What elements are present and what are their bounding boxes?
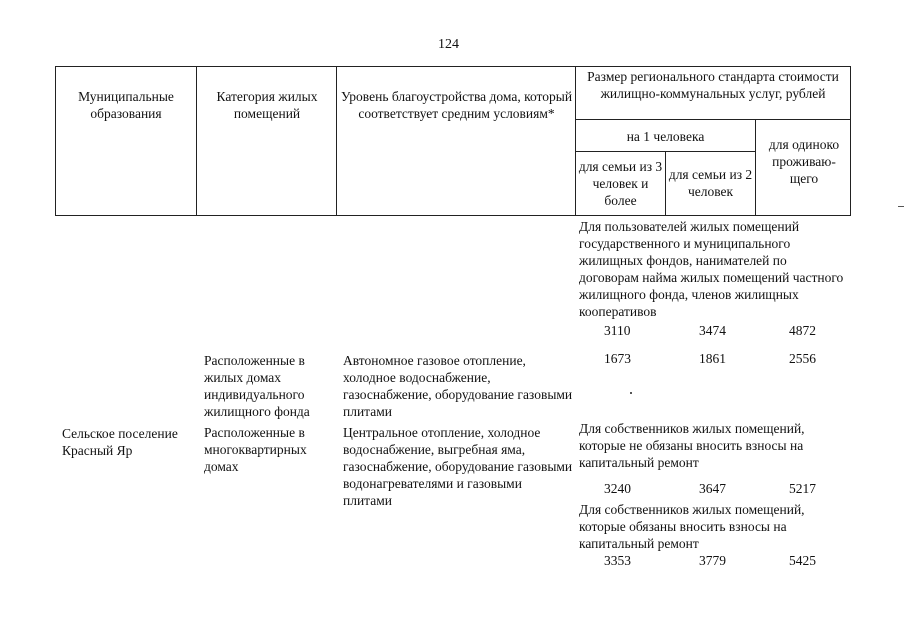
individual-value-f2: 1861: [699, 351, 726, 366]
header-single: для одиноко проживаю-щего: [768, 137, 840, 186]
scan-dot: [630, 392, 632, 394]
tenants-value-f3: 3110: [604, 323, 631, 338]
header-standard-size: Размер регионального стандарта стоимости жилищно-коммунальных услуг, рублей: [587, 69, 839, 101]
table-top-border: [55, 66, 851, 67]
col-border-0: [55, 66, 56, 216]
municipality-name: Сельское поселение Красный Яр: [62, 426, 178, 458]
scan-mark: [898, 206, 904, 207]
row-individual-category: Расположенные в жилых домах индивидуального жилищного фонда: [204, 353, 310, 419]
owners-obliged-value-single: 5425: [789, 553, 816, 568]
owners-not-obliged-value-f3: 3240: [604, 481, 631, 496]
col-border-6: [850, 66, 851, 216]
tenants-value-f2: 3474: [699, 323, 726, 338]
col-border-4: [665, 151, 666, 216]
col-border-3: [575, 66, 576, 216]
row-individual-level: Автономное газовое отопление, холодное водоснабжение, газоснабжение, оборудование газовыми плитами: [343, 353, 573, 419]
page-number: 124: [438, 37, 459, 52]
individual-value-f3: 1673: [604, 351, 631, 366]
header-level: Уровень благоустройства дома, который соответствует средним условиям*: [340, 89, 573, 121]
row-apartment-level: Центральное отопление, холодное водоснабжение, выгребная яма, газоснабжение, оборудование газовыми водонагревателями и газовыми плитами: [343, 425, 573, 508]
header-category: Категория жилых помещений: [216, 89, 318, 121]
owners-obliged-value-f3: 3353: [604, 553, 631, 568]
header-family-3plus: для семьи из 3 человек и более: [578, 159, 663, 208]
col-border-2: [336, 66, 337, 216]
col-border-5: [755, 119, 756, 216]
header-per-person: на 1 человека: [626, 129, 705, 144]
owners-not-obliged-value-single: 5217: [789, 481, 816, 496]
owners-not-obliged-value-f2: 3647: [699, 481, 726, 496]
tenants-value-single: 4872: [789, 323, 816, 338]
individual-value-single: 2556: [789, 351, 816, 366]
header-municipality: Муниципальные образования: [78, 89, 174, 121]
header-family-2: для семьи из 2 человек: [668, 167, 753, 199]
header-subrow-border: [575, 119, 851, 120]
row-apartment-category: Расположенные в многоквартирных домах: [204, 425, 307, 474]
group-owners-not-obliged-label: Для собственников жилых помещений, которые не обязаны вносить взносы на капитальный ремонт: [579, 421, 805, 470]
group-owners-obliged-label: Для собственников жилых помещений, которые обязаны вносить взносы на капитальный ремонт: [579, 502, 805, 551]
col-border-1: [196, 66, 197, 216]
header-bottom-border: [55, 215, 851, 216]
group-tenants-label: Для пользователей жилых помещений государственного и муниципального жилищных фондов, нанимателей по договорам найма жилых помещений частного жилищного фонда, членов жилищных кооперативов: [579, 219, 844, 319]
owners-obliged-value-f2: 3779: [699, 553, 726, 568]
